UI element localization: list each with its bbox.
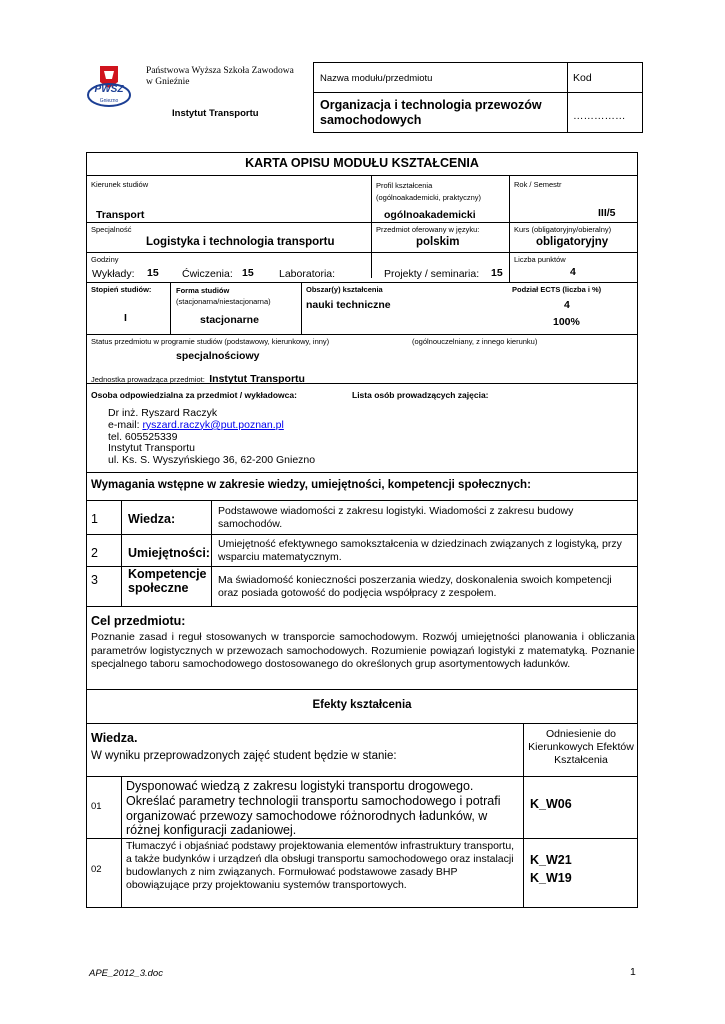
effect-1-ref: K_W06 [530, 797, 572, 811]
contact-phone: tel. 605525339 [108, 430, 178, 443]
contact-email-row: e-mail: ryszard.raczyk@put.poznan.pl [108, 418, 284, 431]
prereq-3-name: Kompetencje społeczne [128, 567, 207, 595]
module-name-label: Nazwa modułu/przedmiotu [320, 73, 433, 84]
language: polskim [416, 236, 460, 248]
ects-split-value1: 4 [564, 299, 570, 311]
contact-institute: Instytut Transportu [108, 442, 195, 455]
specialty: Logistyka i technologia transportu [146, 236, 335, 248]
footer-page-number: 1 [630, 966, 636, 978]
unit-label: Jednostka prowadząca przedmiot: [91, 375, 205, 384]
logo-text: PWSZ [94, 84, 124, 95]
school-name [146, 66, 294, 88]
exercises-hours: 15 [242, 267, 254, 279]
knowledge-title: Wiedza. [91, 731, 138, 745]
status-value: specjalnościowy [176, 350, 260, 362]
course-type-label: Kurs (obligatoryjny/obieralny) [514, 225, 612, 234]
effect-2-ref2: K_W19 [530, 871, 572, 885]
field-of-study: Transport [96, 209, 145, 221]
unit-row [91, 369, 305, 387]
prereq-1-num: 1 [91, 512, 98, 526]
prereq-2-name: Umiejętności: [128, 546, 210, 560]
prereq-2-num: 2 [91, 546, 98, 560]
prereq-3-text: Ma świadomość konieczności poszerzania wiedzy, doskonalenia swoich kompetencji oraz posiada gotowość do podjęcia współpracy z zespołem. [218, 574, 612, 599]
projects-label: Projekty / seminaria: [384, 268, 480, 280]
effect-1-num: 01 [91, 801, 102, 812]
prereq-1-name: Wiedza: [128, 512, 176, 526]
year-semester-label: Rok / Semestr [514, 180, 562, 189]
study-form-label: Forma studiów (stacjonarna/niestacjonarna) [176, 286, 271, 306]
effects-title: Efekty kształcenia [312, 699, 412, 711]
staff-list-label: Lista osób prowadzących zajęcia: [352, 390, 489, 400]
goal-text: Poznanie zasad i reguł stosowanych w transporcie samochodowym. Rozwój umiejętności planowania i obliczania parametrów logistycznych w przewozach samochodowych. Rozumienie powiązań logistyki z matematyką. Poznanie specjalnego taboru samochodowego dostosowanego do określonych grup asortymentowych ładunków. [91, 631, 635, 670]
prereq-2-text: Umiejętność efektywnego samokształcenia w dziedzinach związanych z logistyką, przy wsparciu matematycznym. [218, 538, 622, 563]
code-label: Kod [573, 72, 592, 84]
study-form: stacjonarne [200, 314, 259, 326]
contact-name: Dr inż. Ryszard Raczyk [108, 407, 218, 419]
ects-split-value2: 100% [553, 316, 580, 328]
header-institute: Instytut Transportu [172, 108, 259, 119]
field-of-study-label: Kierunek studiów [91, 180, 149, 189]
specialty-label: Specjalność [91, 225, 132, 234]
lectures-hours: 15 [147, 267, 159, 279]
prereq-1-text: Podstawowe wiadomości z zakresu logistyki. Wiadomości z zakresu budowy samochodów. [218, 505, 574, 530]
course-type: obligatoryjny [536, 236, 609, 248]
footer-filename: APE_2012_3.doc [89, 968, 163, 979]
ects-points: 4 [570, 266, 576, 278]
profile-label: Profil kształcenia (ogólnoakademicki, praktyczny) [376, 181, 482, 202]
projects-hours: 15 [491, 267, 503, 279]
ects-points-label: Liczba punktów [514, 255, 566, 264]
contact-address: ul. Ks. S. Wyszyńskiego 36, 62-200 Gniezno [108, 454, 316, 467]
prereq-3-num: 3 [91, 573, 98, 587]
responsible-label: Osoba odpowiedzialna za przedmiot / wykładowca: [91, 390, 297, 400]
degree-label: Stopień studiów: [91, 285, 152, 294]
contact-block [108, 408, 315, 467]
effect-1-text: Dysponować wiedzą z zakresu logistyki transportu drogowego. Określać parametry technologii transportu samochodowego i potrafi organizować przewozy samochodowe różnorodnych ładunków, w różnej konfiguracji zadaniowej. [126, 779, 501, 838]
card-title: KARTA OPISU MODUŁU KSZTAŁCENIA [245, 156, 479, 170]
module-name: Organizacja i technologia przewozów samochodowych [320, 98, 542, 127]
degree-value: I [124, 312, 127, 324]
reference-header: Odniesienie do Kierunkowych Efektów Kształcenia [528, 728, 634, 766]
prereq-title: Wymagania wstępne w zakresie wiedzy, umiejętności, kompetencji społecznych: [91, 479, 531, 491]
year-semester: III/5 [598, 207, 616, 219]
logo-subtext: Gniezno [99, 98, 119, 104]
school-name-line2: w Gnieźnie [146, 77, 190, 87]
goal-title: Cel przedmiotu: [91, 614, 186, 628]
ects-split-label: Podział ECTS (liczba i %) [512, 285, 602, 294]
unit-value: Instytut Transportu [209, 373, 305, 385]
code-value: …………… [573, 110, 626, 122]
lectures-label: Wykłady: [92, 268, 135, 280]
school-logo [86, 62, 132, 108]
area-value: nauki techniczne [306, 299, 391, 311]
language-label: Przedmiot oferowany w języku: [376, 225, 480, 234]
effect-2-ref1: K_W21 [530, 853, 572, 867]
area-label: Obszar(y) kształcenia [306, 285, 383, 294]
school-name-line1: Państwowa Wyższa Szkoła Zawodowa [146, 66, 294, 76]
exercises-label: Ćwiczenia: [182, 268, 233, 280]
status-label-2: (ogólnouczelniany, z innego kierunku) [412, 337, 538, 346]
profile-value: ogólnoakademicki [384, 209, 476, 221]
status-label: Status przedmiotu w programie studiów (podstawowy, kierunkowy, inny) [91, 337, 330, 346]
effect-2-num: 02 [91, 864, 102, 875]
hours-label: Godziny [91, 255, 119, 264]
contact-email-link[interactable]: ryszard.raczyk@put.poznan.pl [142, 418, 284, 431]
labs-label: Laboratoria: [279, 268, 336, 280]
knowledge-subtitle: W wyniku przeprowadzonych zajęć student będzie w stanie: [91, 750, 397, 762]
effect-2-text: Tłumaczyć i objaśniać podstawy projektowania elementów infrastruktury transportu, a także budynków i urządzeń dla obsługi transportu samochodowego oraz instalacji budowlanych z nim związanych. Formułować podstawowe zasady BHP obowiązujące przy projektowaniu systemów transportowych. [126, 840, 515, 891]
